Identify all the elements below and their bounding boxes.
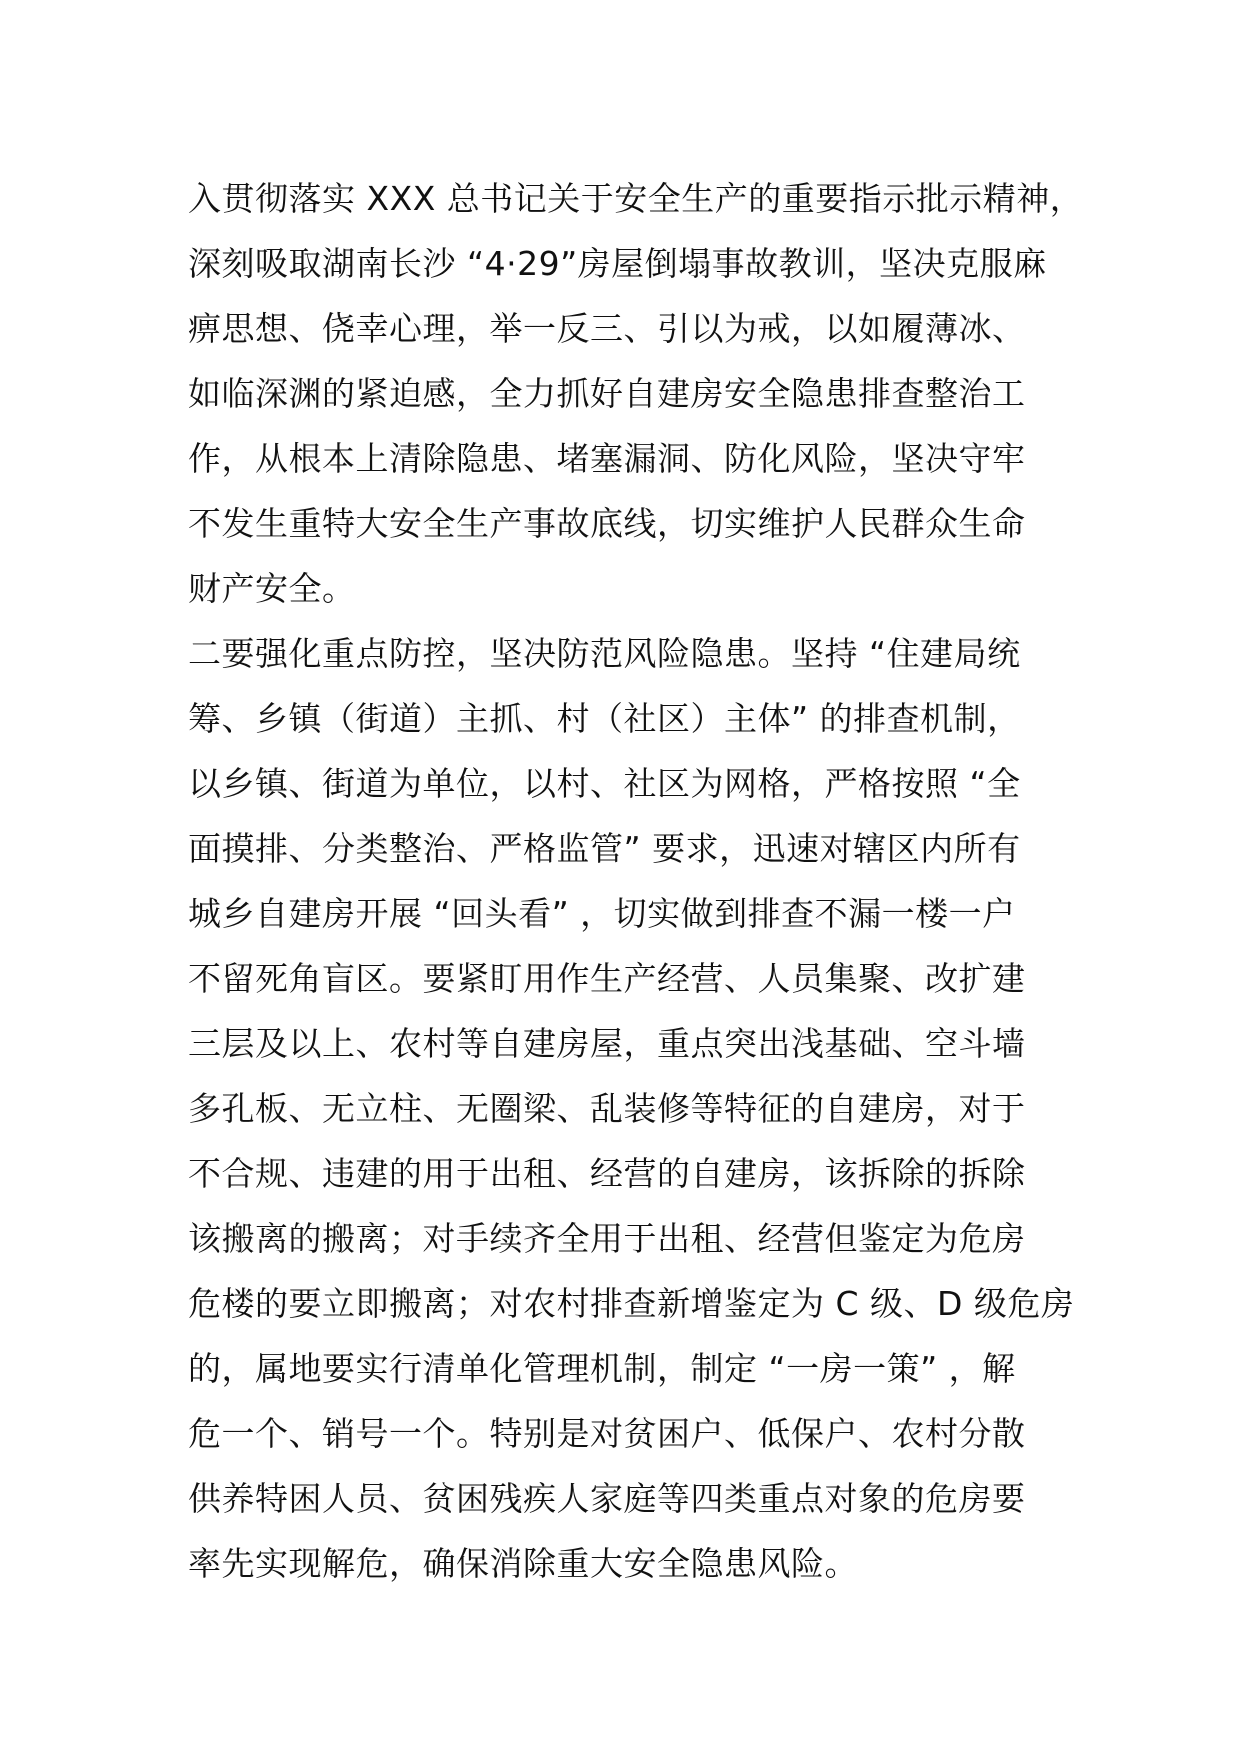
text-line: 如临深渊的紧迫感，全力抓好自建房安全隐患排查整治工 (188, 374, 1026, 413)
text-line: 入贯彻落实 XXX 总书记关于安全生产的重要指示批示精神， (188, 179, 1084, 218)
text-line: 不留死角盲区。要紧盯用作生产经营、人员集聚、改扩建 (188, 959, 1026, 998)
text-line: 危楼的要立即搬离；对农村排查新增鉴定为 C 级、D 级危房 (188, 1284, 1075, 1323)
text-line: 二要强化重点防控，坚决防范风险隐患。坚持 “住建局统 (188, 634, 1021, 673)
document-body (188, 166, 1084, 1596)
text-line: 城乡自建房开展 “回头看” ，切实做到排查不漏一楼一户 (188, 894, 1016, 933)
text-line: 以乡镇、街道为单位，以村、社区为网格，严格按照 “全 (188, 764, 1021, 803)
paragraph-2 (188, 621, 1075, 1596)
text-line: 三层及以上、农村等自建房屋，重点突出浅基础、空斗墙 (188, 1024, 1026, 1063)
text-line: 作，从根本上清除隐患、堵塞漏洞、防化风险，坚决守牢 (188, 439, 1026, 478)
text-line: 多孔板、无立柱、无圈梁、乱装修等特征的自建房，对于 (188, 1089, 1026, 1128)
text-line: 筹、乡镇（街道）主抓、村（社区）主体” 的排查机制， (188, 699, 1021, 738)
paragraph-1 (188, 166, 1084, 621)
text-line: 深刻吸取湖南长沙 “4·29”房屋倒塌事故教训，坚决克服麻 (188, 244, 1047, 283)
text-line: 不合规、违建的用于出租、经营的自建房，该拆除的拆除 (188, 1154, 1026, 1193)
text-line: 率先实现解危，确保消除重大安全隐患风险。 (188, 1544, 858, 1583)
text-line: 该搬离的搬离；对手续齐全用于出租、经营但鉴定为危房 (188, 1219, 1026, 1258)
text-line: 不发生重特大安全生产事故底线，切实维护人民群众生命 (188, 504, 1026, 543)
text-line: 供养特困人员、贫困残疾人家庭等四类重点对象的危房要 (188, 1479, 1026, 1518)
text-line: 痹思想、侥幸心理，举一反三、引以为戒，以如履薄冰、 (188, 309, 1026, 348)
text-line: 面摸排、分类整治、严格监管” 要求，迅速对辖区内所有 (188, 829, 1021, 868)
text-line: 的，属地要实行清单化管理机制，制定 “一房一策” ，解 (188, 1349, 1016, 1388)
text-line: 危一个、销号一个。特别是对贫困户、低保户、农村分散 (188, 1414, 1026, 1453)
text-line: 财产安全。 (188, 569, 356, 608)
